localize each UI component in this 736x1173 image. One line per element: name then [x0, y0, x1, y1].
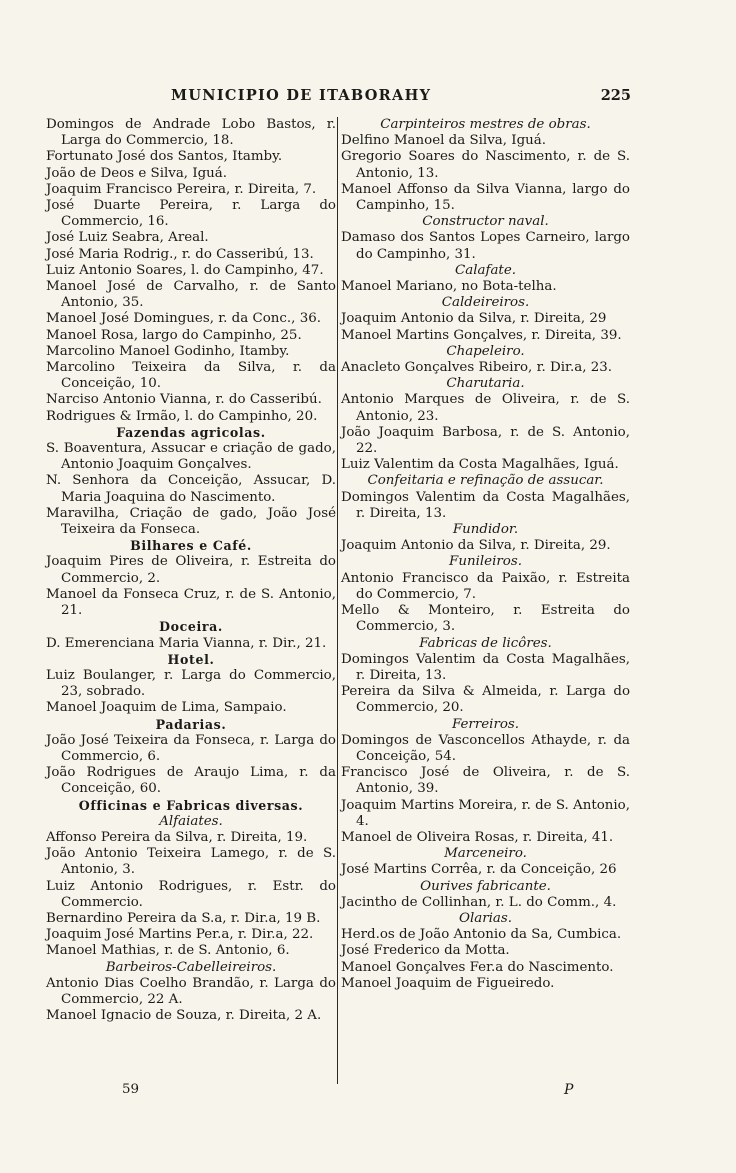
directory-entry: Manoel José Domingues, r. da Conc., 36.	[46, 311, 321, 327]
directory-entry: José Luiz Seabra, Areal.	[46, 230, 209, 246]
directory-entry: Maravilha, Criação de gado, João José Teixeira da Fonseca.	[46, 505, 336, 538]
trade-subheading: Ourives fabricante.	[420, 878, 551, 894]
directory-entry: Joaquim Pires de Oliveira, r. Estreita do Commercio, 2.	[46, 554, 336, 586]
trade-subheading: Caldeireiros.	[441, 295, 530, 311]
directory-entry: José Frederico da Motta.	[341, 943, 510, 959]
directory-entry: Manoel Ignacio de Souza, r. Direita, 2 A.	[46, 1008, 322, 1024]
directory-entry: Manoel Joaquim de Figueiredo.	[341, 975, 555, 991]
trade-subheading: Barbeiros-Cabelleireiros.	[105, 959, 277, 975]
trade-subheading: Fabricas de licôres.	[419, 635, 552, 651]
trade-subheading: Confeitaria e refinação de assucar.	[367, 473, 604, 489]
directory-entry: Joaquim Francisco Pereira, r. Direita, 7.	[46, 181, 317, 197]
column-divider	[337, 117, 338, 1084]
directory-entry: Marcolino Manoel Godinho, Itamby.	[46, 343, 290, 359]
directory-entry: João de Deos e Silva, Iguá.	[46, 165, 228, 181]
trade-subheading: Chapeleiro.	[446, 343, 525, 359]
directory-entry: Manoel da Fonseca Cruz, r. de S. Antonio, 21.	[46, 586, 336, 619]
directory-entry: Domingos de Vasconcellos Athayde, r. da Conceição, 54.	[341, 732, 630, 764]
trade-subheading: Marceneiro.	[444, 846, 527, 862]
directory-entry: Domingos Valentim da Costa Magalhães, r. Direita, 13.	[341, 489, 630, 521]
directory-entry: Joaquim Martins Moreira, r. de S. Antonio, 4.	[341, 797, 631, 829]
footer-letter: P	[564, 1082, 574, 1098]
trade-subheading: Constructor naval.	[422, 214, 549, 230]
trade-subheading: Ferreiros.	[451, 716, 520, 732]
directory-entry: João Rodrigues de Araujo Lima, r. da Conceição, 60.	[46, 765, 336, 797]
directory-entry: Luiz Antonio Soares, l. do Campinho, 47.	[46, 262, 324, 278]
directory-entry: José Duarte Pereira, r. Larga do Commercio, 16.	[46, 198, 336, 230]
directory-entry: Manoel Mariano, no Bota-telha.	[341, 279, 557, 295]
directory-entry: Pereira da Silva & Almeida, r. Larga do Commercio, 20.	[341, 684, 630, 716]
directory-entry: Antonio Dias Coelho Brandão, r. Larga do Commercio, 22 A.	[46, 975, 336, 1007]
page-number: 225	[600, 87, 631, 104]
running-title: MUNICIPIO DE ITABORAHY	[171, 87, 432, 104]
signature-mark: 59	[122, 1082, 140, 1097]
directory-entry: Mello & Monteiro, r. Estreita do Commercio, 3.	[341, 603, 630, 635]
directory-entry: Manoel José de Carvalho, r. de Santo Antonio, 35.	[46, 279, 336, 311]
directory-entry: Anacleto Gonçalves Ribeiro, r. Dir.a, 23.	[341, 360, 613, 376]
right-column	[341, 117, 630, 992]
directory-entry: Delfino Manoel da Silva, Iguá.	[341, 133, 546, 149]
directory-entry: Manoel Affonso da Silva Vianna, largo do Campinho, 15.	[341, 181, 630, 214]
directory-entry: José Martins Corrêa, r. da Conceição, 26	[341, 862, 617, 878]
directory-entry: João José Teixeira da Fonseca, r. Larga do Commercio, 6.	[46, 732, 336, 764]
section-heading: Doceira.	[159, 619, 223, 635]
directory-entry: Affonso Pereira da Silva, r. Direita, 19.	[46, 829, 308, 845]
section-heading: Padarias.	[155, 716, 227, 732]
directory-entry: D. Emerenciana Maria Vianna, r. Dir., 21.	[46, 635, 327, 651]
directory-entry: Domingos de Andrade Lobo Bastos, r. Larga do Commercio, 18.	[46, 117, 336, 149]
page-header	[46, 88, 631, 108]
directory-entry: Luiz Antonio Rodrigues, r. Estr. do Commercio.	[46, 878, 336, 910]
directory-entry: Manoel Rosa, largo do Campinho, 25.	[46, 327, 302, 343]
directory-entry: Domingos Valentim da Costa Magalhães, r. Direita, 13.	[341, 651, 630, 683]
directory-entry: Francisco José de Oliveira, r. de S. Antonio, 39.	[341, 765, 630, 797]
directory-entry: Joaquim Antonio da Silva, r. Direita, 29	[341, 311, 607, 327]
directory-entry: Joaquim José Martins Per.a, r. Dir.a, 22.	[46, 927, 314, 943]
directory-entry: Fortunato José dos Santos, Itamby.	[46, 149, 283, 165]
section-heading: Bilhares e Café.	[130, 538, 252, 554]
trade-subheading: Olarias.	[458, 910, 513, 926]
directory-entry: Manoel Martins Gonçalves, r. Direita, 39.	[341, 327, 622, 343]
directory-entry: Herd.os de João Antonio da Sa, Cumbica.	[341, 927, 622, 943]
directory-entry: Rodrigues & Irmão, l. do Campinho, 20.	[46, 408, 318, 424]
trade-subheading: Alfaiates.	[159, 813, 223, 829]
section-heading: Officinas e Fabricas diversas.	[78, 797, 304, 813]
directory-entry: Joaquim Antonio da Silva, r. Direita, 29.	[341, 538, 611, 554]
trade-subheading: Carpinteiros mestres de obras.	[380, 117, 591, 132]
directory-entry: Bernardino Pereira da S.a, r. Dir.a, 19 B.	[46, 910, 321, 926]
directory-entry: Manoel de Oliveira Rosas, r. Direita, 41.	[341, 829, 614, 845]
directory-entry: Jacintho de Collinhan, r. L. do Comm., 4.	[341, 894, 617, 910]
directory-entry: Manoel Gonçalves Fer.a do Nascimento.	[341, 959, 614, 975]
directory-entry: Damaso dos Santos Lopes Carneiro, largo do Campinho, 31.	[341, 230, 630, 262]
directory-entry: Manoel Joaquim de Lima, Sampaio.	[46, 700, 287, 716]
trade-subheading: Charutaria.	[446, 376, 525, 392]
directory-entry: Narciso Antonio Vianna, r. do Casseribú.	[46, 392, 322, 408]
directory-entry: Luiz Boulanger, r. Larga do Commercio, 23, sobrado.	[46, 667, 336, 700]
left-column	[46, 117, 336, 1024]
trade-subheading: Fundidor.	[452, 522, 519, 538]
directory-entry: S. Boaventura, Assucar e criação de gado, Antonio Joaquim Gonçalves.	[46, 441, 336, 473]
trade-subheading: Funileiros.	[449, 554, 522, 570]
section-heading: Fazendas agricolas.	[116, 424, 266, 440]
directory-entry: Marcolino Teixeira da Silva, r. da Conceição, 10.	[46, 360, 336, 392]
section-heading: Hotel.	[167, 651, 215, 667]
trade-subheading: Calafate.	[455, 262, 516, 278]
directory-entry: José Maria Rodrig., r. do Casseribú, 13.	[46, 246, 314, 262]
directory-entry: Gregorio Soares do Nascimento, r. de S. Antonio, 13.	[341, 149, 630, 181]
directory-entry: João Joaquim Barbosa, r. de S. Antonio, 22.	[341, 424, 630, 457]
directory-entry: Antonio Marques de Oliveira, r. de S. Antonio, 23.	[341, 392, 630, 424]
directory-entry: João Antonio Teixeira Lamego, r. de S. Antonio, 3.	[46, 846, 336, 878]
directory-entry: Manoel Mathias, r. de S. Antonio, 6.	[46, 943, 290, 959]
directory-entry: N. Senhora da Conceição, Assucar, D. Maria Joaquina do Nascimento.	[46, 473, 336, 505]
directory-entry: Antonio Francisco da Paixão, r. Estreita do Commercio, 7.	[341, 570, 630, 602]
directory-entry: Luiz Valentim da Costa Magalhães, Iguá.	[341, 457, 619, 473]
